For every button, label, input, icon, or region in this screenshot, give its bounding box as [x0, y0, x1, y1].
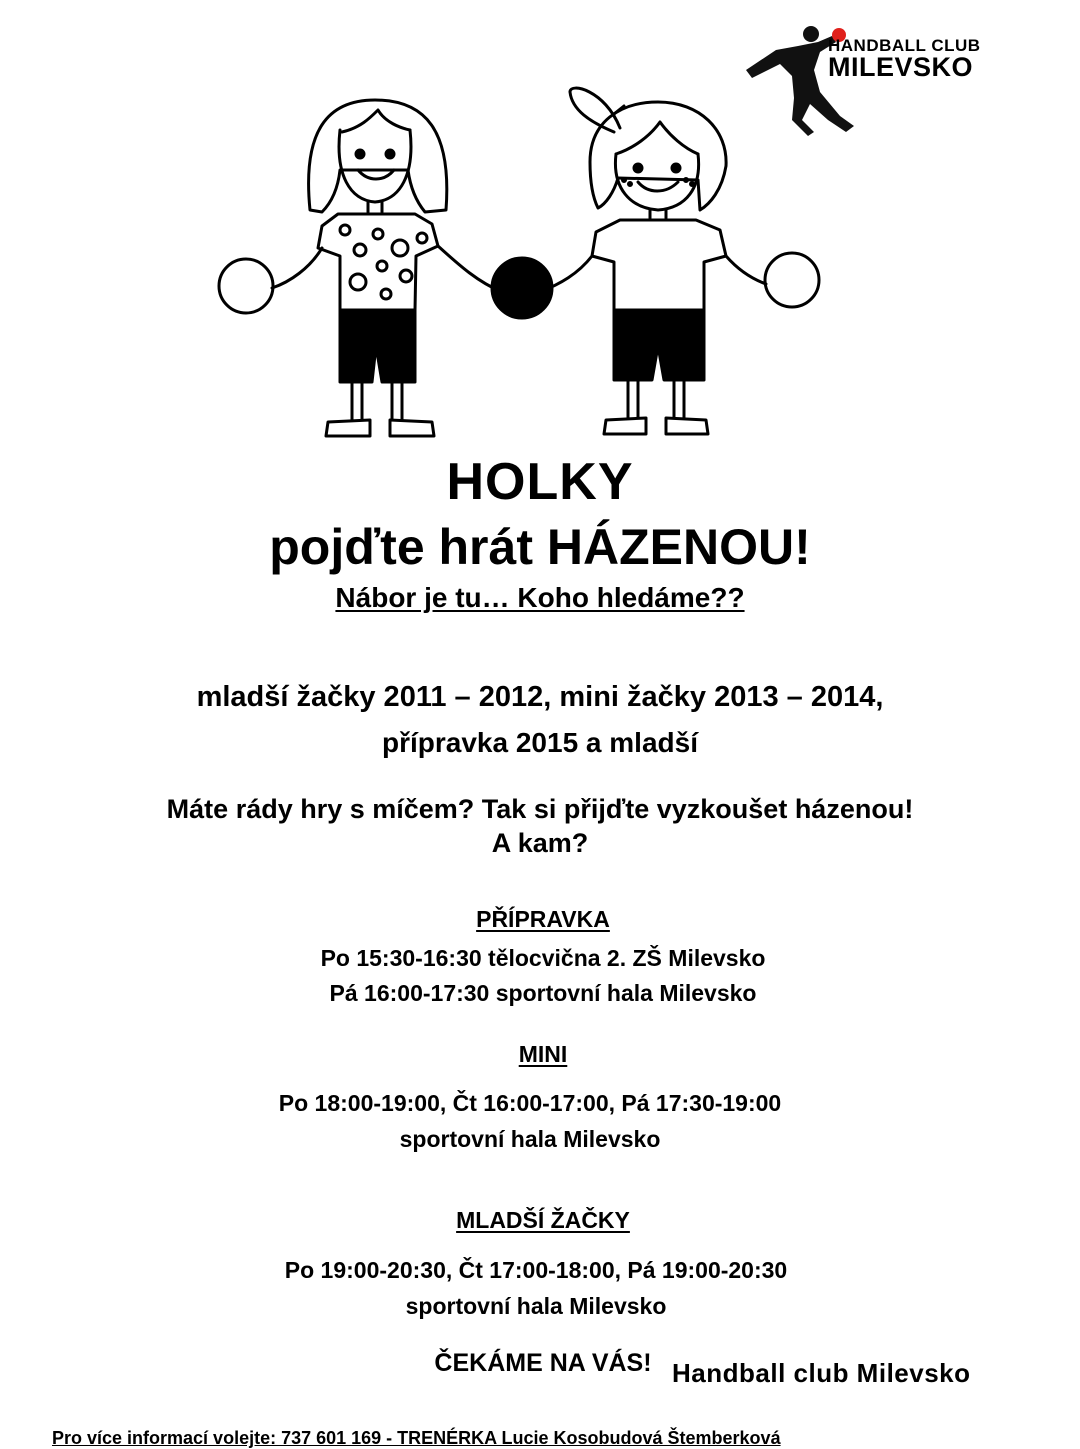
logo-line2: MILEVSKO	[828, 52, 974, 82]
schedule-line: Po 15:30-16:30 tělocvična 2. ZŠ Milevsko	[320, 945, 766, 971]
right-girl-icon	[540, 88, 819, 434]
invite-line1: Máte rády hry s míčem? Tak si přijďte vyzkoušet házenou!	[166, 794, 914, 824]
contact-info: Pro více informací volejte: 737 601 169 - TRENÉRKA Lucie Kosobudová Štemberková	[52, 1428, 781, 1448]
left-girl-icon	[219, 100, 502, 436]
schedule-line: Po 19:00-20:30, Čt 17:00-18:00, Pá 19:00-20:30	[284, 1257, 788, 1283]
black-ball-icon	[492, 258, 552, 318]
schedule-line: sportovní hala Milevsko	[405, 1293, 667, 1319]
schedule-line: Po 18:00-19:00, Čt 16:00-17:00, Pá 17:30-19:00	[278, 1090, 782, 1116]
section-heading-mladsi-zacky: MLADŠÍ ŽAČKY	[456, 1207, 630, 1233]
signature: Handball club Milevsko	[672, 1358, 971, 1388]
schedule-line: Pá 16:00-17:30 sportovní hala Milevsko	[329, 980, 757, 1006]
closing-text: ČEKÁME NA VÁS!	[434, 1349, 652, 1377]
age-groups-line2: přípravka 2015 a mladší	[382, 727, 698, 758]
headline-subtitle: pojďte hrát HÁZENOU!	[269, 519, 811, 575]
age-groups-line1: mladší žačky 2011 – 2012, mini žačky 2013 – 2014,	[196, 681, 884, 713]
two-girls-with-balls-illustration	[210, 70, 840, 450]
section-heading-mini: MINI	[518, 1041, 568, 1067]
section-heading-pripravka: PŘÍPRAVKA	[476, 906, 610, 932]
invite-line2: A kam?	[491, 828, 589, 858]
headline-title: HOLKY	[446, 453, 634, 511]
schedule-line: sportovní hala Milevsko	[399, 1126, 661, 1152]
logo-line1: HANDBALL CLUB	[828, 36, 981, 55]
recruitment-subtitle: Nábor je tu… Koho hledáme??	[335, 582, 745, 613]
